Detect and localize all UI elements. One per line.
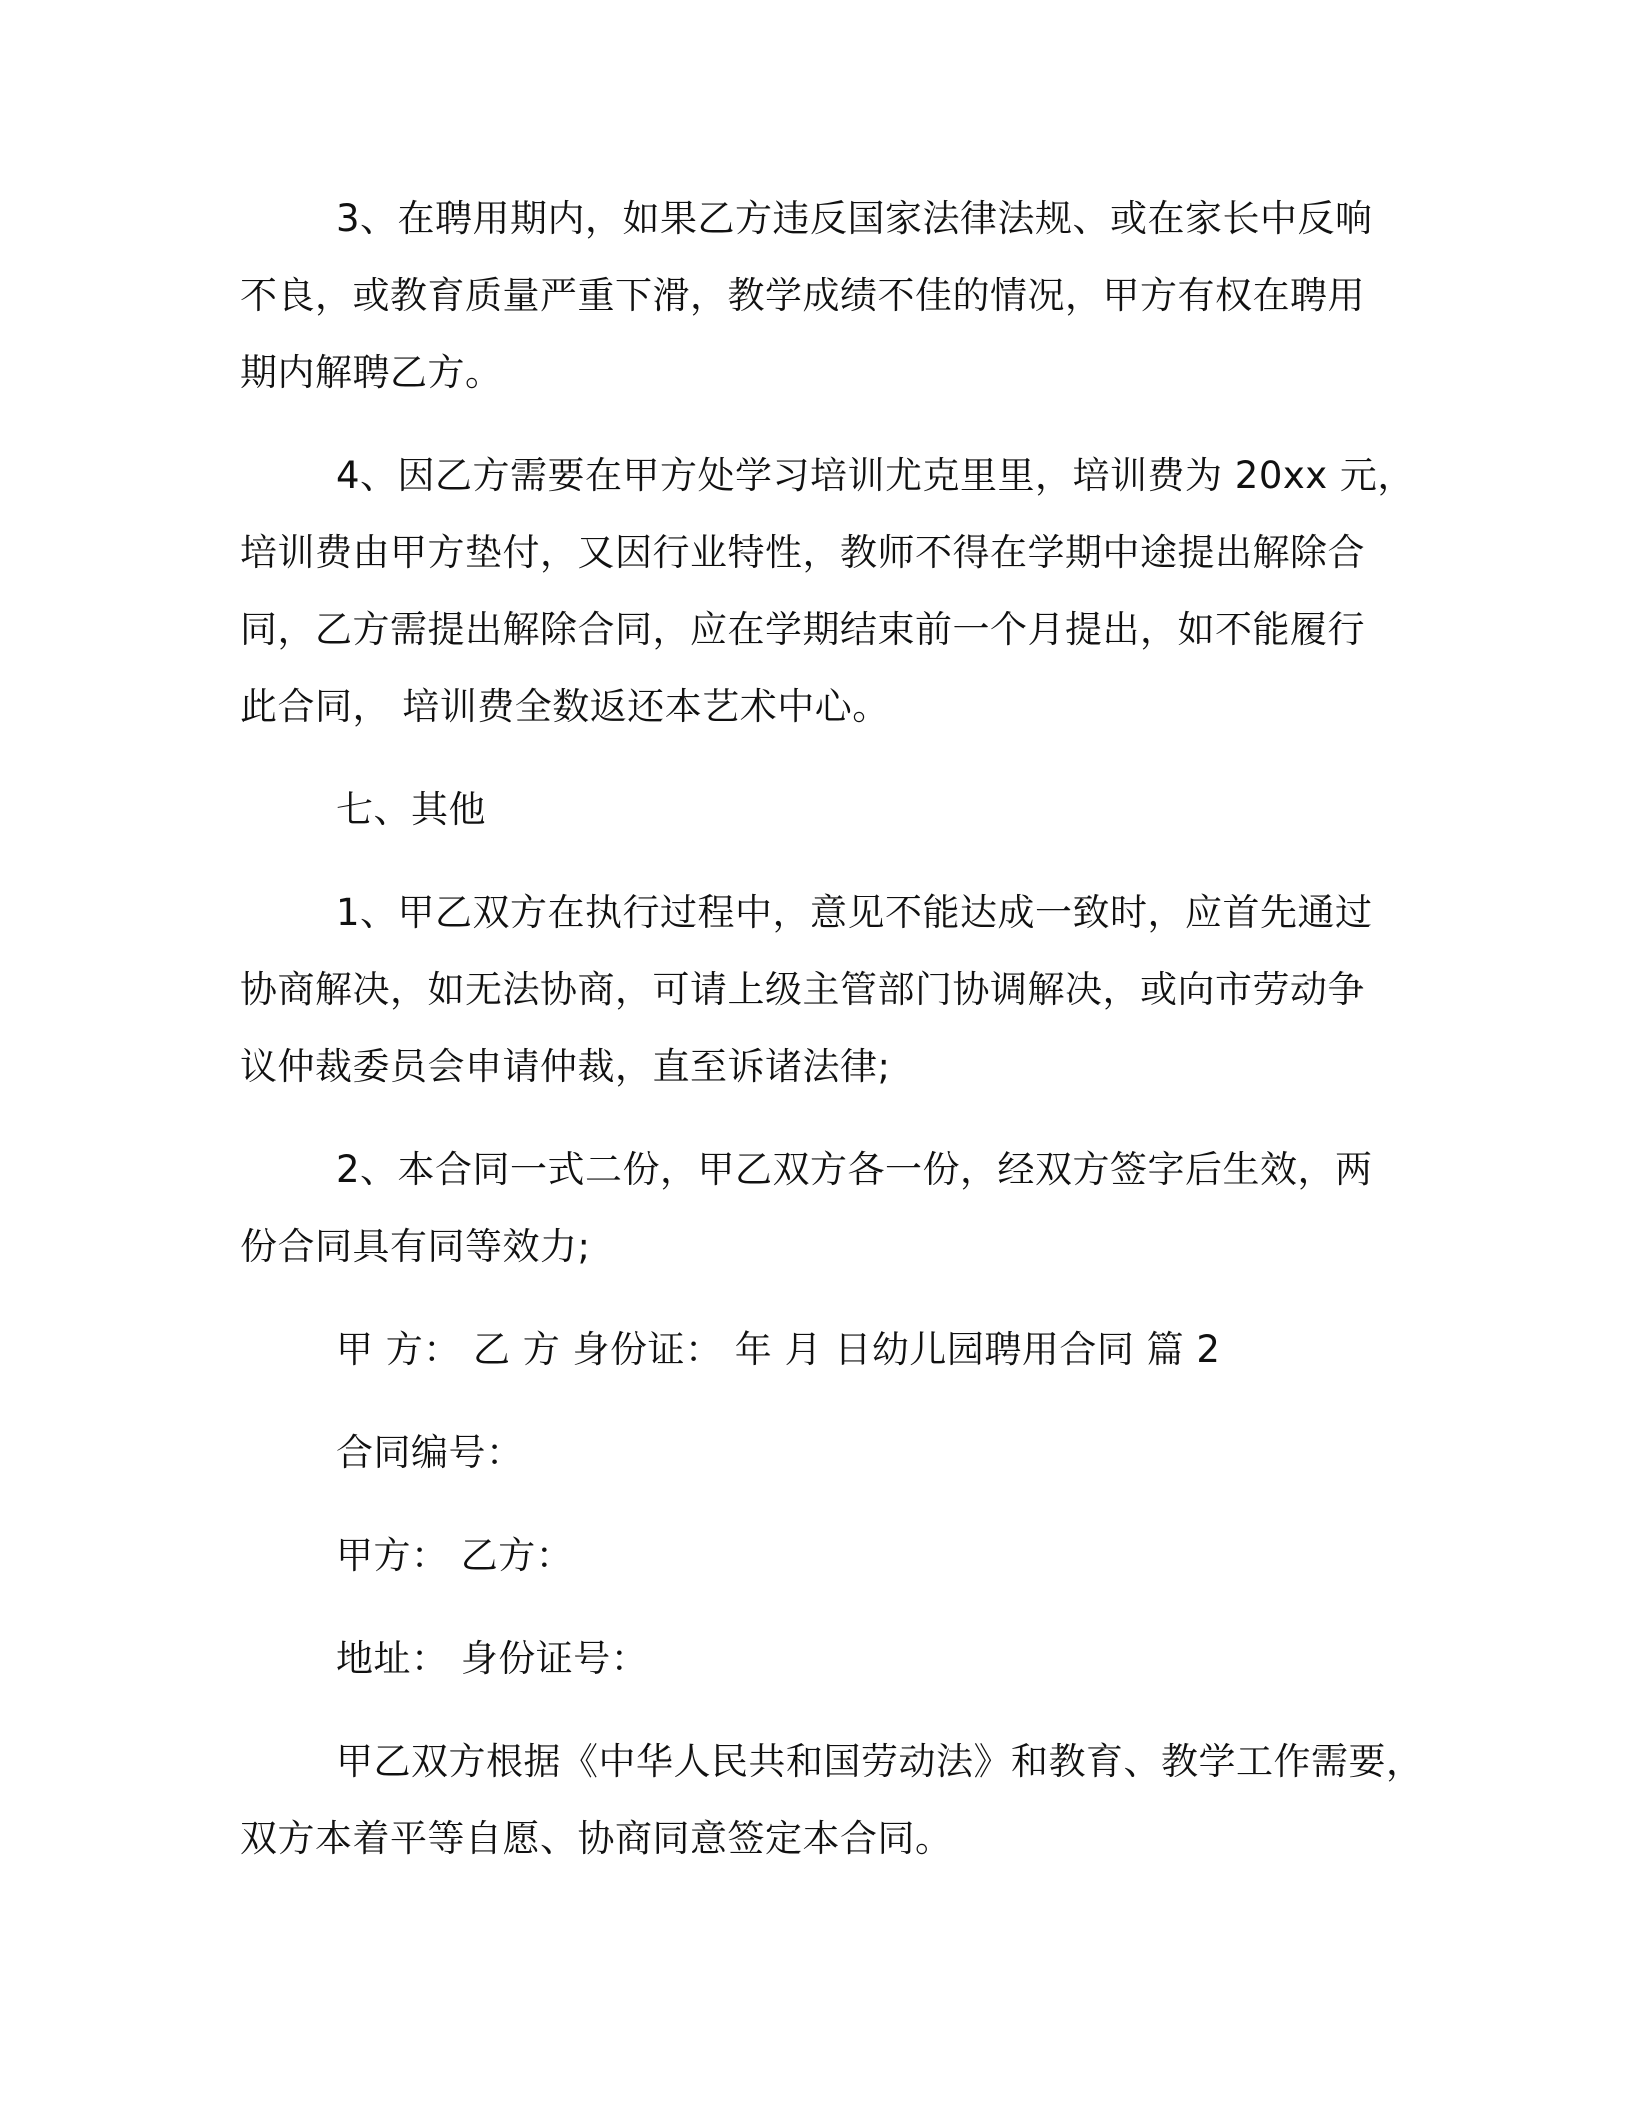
parties-line (240, 1517, 1420, 1594)
address-line (240, 1620, 1420, 1697)
text-line: 期内解聘乙方。 (240, 351, 503, 394)
text-line: 合同编号： (336, 1431, 524, 1474)
text-line: 3、在聘用期内，如果乙方违反国家法律法规、或在家长中反响 (336, 197, 1373, 240)
text-line: 协商解决，如无法协商，可请上级主管部门协调解决，或向市劳动争 (240, 968, 1365, 1011)
text-line: 4、因乙方需要在甲方处学习培训尤克里里，培训费为 20xx 元， (336, 454, 1415, 497)
text-line: 此合同， 培训费全数返还本艺术中心。 (240, 685, 890, 728)
text-line: 培训费由甲方垫付，又因行业特性，教师不得在学期中途提出解除合 (240, 531, 1365, 574)
text-line: 甲 方： 乙 方 身份证： 年 月 日幼儿园聘用合同 篇 2 (336, 1328, 1221, 1371)
contract-number-line (240, 1414, 1420, 1491)
text-line: 双方本着平等自愿、协商同意签定本合同。 (240, 1817, 953, 1860)
text-line: 七、其他 (336, 788, 486, 831)
other-clause-1-paragraph (240, 874, 1420, 1105)
text-line: 甲方： 乙方： (336, 1534, 574, 1577)
text-line: 2、本合同一式二份，甲乙双方各一份，经双方签字后生效，两 (336, 1148, 1373, 1191)
preamble-paragraph (240, 1723, 1424, 1877)
signature-line (240, 1311, 1420, 1388)
other-clause-2-paragraph (240, 1131, 1420, 1285)
text-line: 地址： 身份证号： (336, 1637, 649, 1680)
section-heading (240, 771, 1420, 848)
text-line: 1、甲乙双方在执行过程中，意见不能达成一致时，应首先通过 (336, 891, 1373, 934)
clause-4-paragraph (240, 437, 1420, 745)
text-line: 同，乙方需提出解除合同，应在学期结束前一个月提出，如不能履行 (240, 608, 1365, 651)
text-line: 议仲裁委员会申请仲裁，直至诉诸法律; (240, 1045, 891, 1088)
text-line: 不良，或教育质量严重下滑，教学成绩不佳的情况，甲方有权在聘用 (240, 274, 1365, 317)
text-line: 甲乙双方根据《中华人民共和国劳动法》和教育、教学工作需要， (336, 1740, 1424, 1783)
text-line: 份合同具有同等效力; (240, 1225, 591, 1268)
clause-3-paragraph (240, 180, 1420, 411)
